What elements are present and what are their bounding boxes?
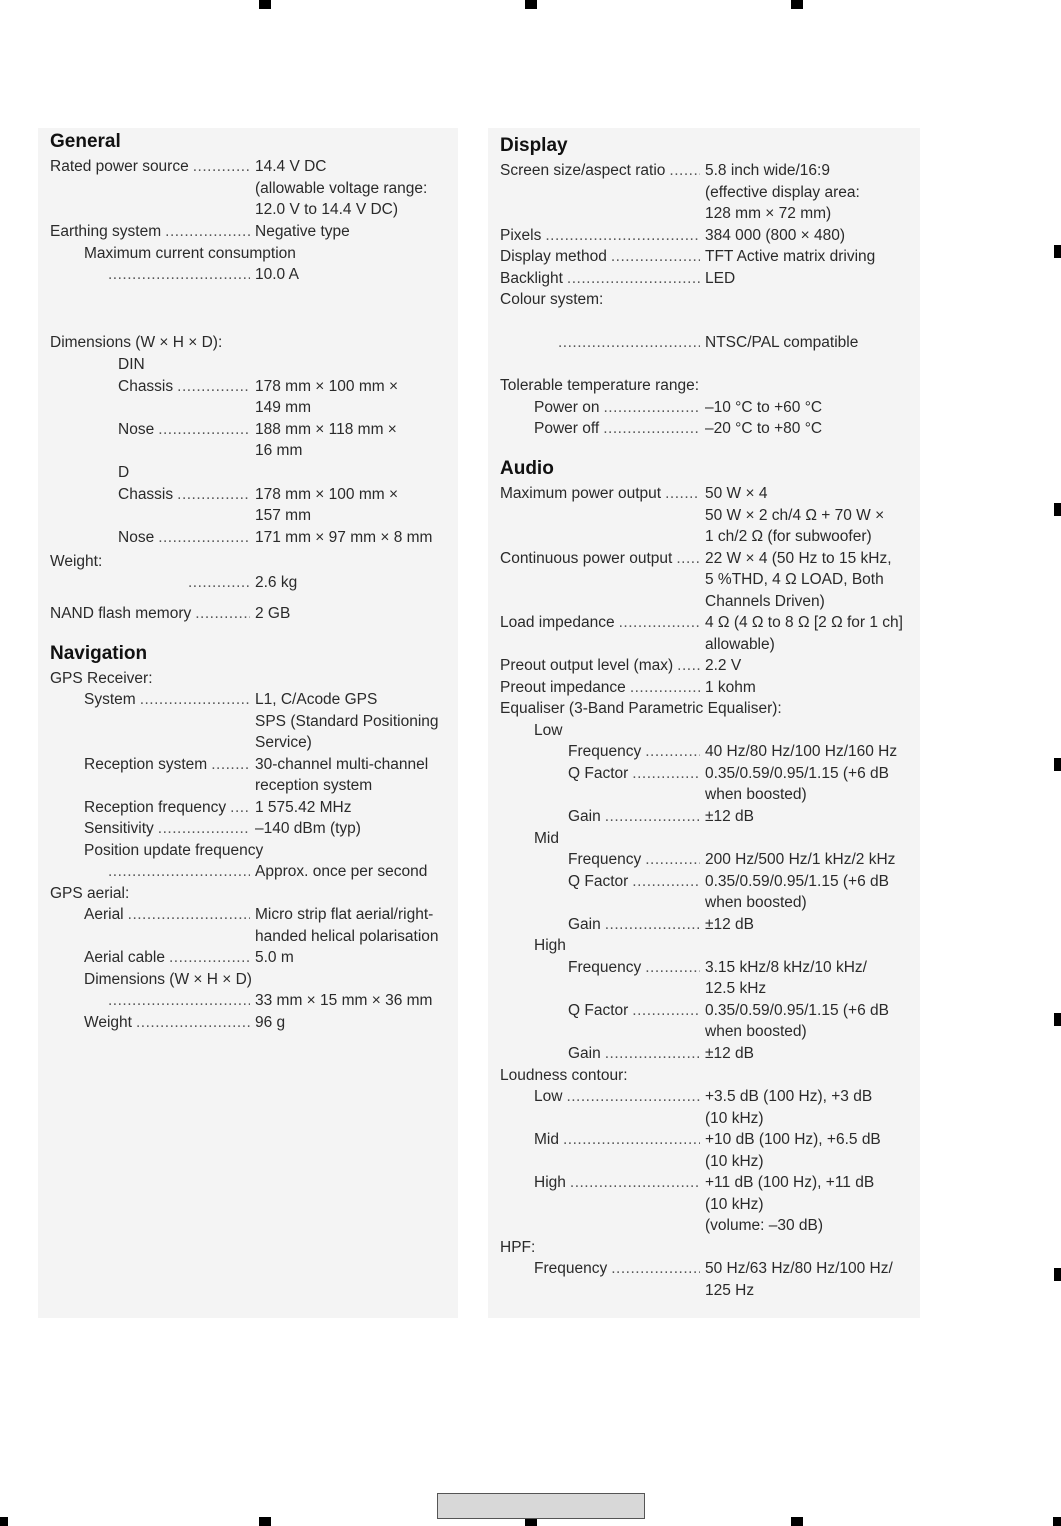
spec-value: Approx. once per second: [255, 863, 428, 880]
spec-row: Earthing system .....: [50, 221, 252, 242]
spec-row: Gain .....: [568, 1043, 702, 1064]
spec-value: NTSC/PAL compatible: [705, 334, 859, 351]
spec-value: 5.8 inch wide/16:9: [705, 162, 830, 179]
registration-mark: [1053, 1517, 1061, 1526]
dot-leader: [177, 484, 250, 505]
spec-row: Gain .....: [568, 806, 702, 827]
spec-value: 200 Hz/500 Hz/1 kHz/2 kHz: [705, 851, 896, 868]
spec-row: Aerial cable .....: [84, 947, 252, 968]
spec-label: GPS aerial:: [50, 885, 130, 902]
spec-value: 22 W × 4 (50 Hz to 15 kHz,: [705, 550, 892, 567]
spec-value: ±12 dB: [705, 916, 755, 933]
spec-value: 10.0 A: [255, 266, 299, 283]
spec-value: 1 ch/2 Ω (for subwoofer): [705, 528, 872, 545]
spec-row: Aerial .....: [84, 904, 252, 925]
spec-value: Service): [255, 734, 312, 751]
registration-mark: [1054, 245, 1061, 258]
spec-value: 0.35/0.59/0.95/1.15 (+6 dB: [705, 1002, 889, 1019]
dot-leader: [188, 572, 250, 593]
dot-leader: [605, 914, 700, 935]
spec-value: 50 W × 2 ch/4 Ω + 70 W ×: [705, 507, 885, 524]
dot-leader: [605, 1043, 700, 1064]
registration-mark: [1054, 503, 1061, 516]
dot-leader: [211, 754, 250, 775]
spec-row: Screen size/aspect ratio .....: [500, 160, 702, 181]
dot-leader: [619, 612, 700, 633]
dot-leader: [158, 818, 250, 839]
dot-leader: [108, 990, 250, 1011]
spec-value: 5.0 m: [255, 949, 294, 966]
spec-value: (allowable voltage range:: [255, 180, 428, 197]
dot-leader: [566, 1086, 700, 1107]
registration-mark: [1054, 1268, 1061, 1281]
spec-label: Loudness contour:: [500, 1067, 628, 1084]
spec-value: 178 mm × 100 mm ×: [255, 486, 399, 503]
spec-value: ±12 dB: [705, 808, 755, 825]
spec-value: 149 mm: [255, 399, 311, 416]
spec-row: Frequency .....: [568, 741, 702, 762]
spec-value: Channels Driven): [705, 593, 825, 610]
registration-mark: [1054, 1013, 1061, 1026]
spec-row: Power on .....: [534, 397, 702, 418]
registration-mark: [791, 1517, 803, 1526]
spec-value: –20 °C to +80 °C: [705, 420, 823, 437]
spec-value: 128 mm × 72 mm): [705, 205, 832, 222]
spec-value: ±12 dB: [705, 1045, 755, 1062]
spec-label: Maximum current consumption: [84, 245, 296, 262]
section-title-display: Display: [500, 135, 568, 156]
spec-value: (effective display area:: [705, 184, 860, 201]
spec-value: 4 Ω (4 Ω to 8 Ω [2 Ω for 1 ch]: [705, 614, 903, 631]
spec-value: handed helical polarisation: [255, 928, 439, 945]
spec-value: (10 kHz): [705, 1196, 764, 1213]
spec-value: 40 Hz/80 Hz/100 Hz/160 Hz: [705, 743, 898, 760]
dot-leader: [169, 947, 250, 968]
spec-value: 30-channel multi-channel: [255, 756, 429, 773]
spec-value: 96 g: [255, 1014, 286, 1031]
spec-row: Reception frequency .....: [84, 797, 252, 818]
spec-row: System .....: [84, 689, 252, 710]
spec-value: 12.5 kHz: [705, 980, 767, 997]
spec-row: Q Factor .....: [568, 871, 702, 892]
spec-value: 2 GB: [255, 605, 291, 622]
registration-mark: [525, 0, 537, 9]
spec-value: 0.35/0.59/0.95/1.15 (+6 dB: [705, 873, 889, 890]
registration-mark: [259, 1517, 271, 1526]
spec-label: D: [118, 464, 130, 481]
spec-row: Q Factor .....: [568, 763, 702, 784]
dot-leader: [128, 904, 250, 925]
dot-leader: [630, 677, 700, 698]
dot-leader: [567, 268, 700, 289]
spec-value: (10 kHz): [705, 1110, 764, 1127]
spec-value: 50 W × 4: [705, 485, 768, 502]
spec-label: DIN: [118, 356, 145, 373]
dot-leader: [195, 603, 250, 624]
spec-label: High: [534, 937, 566, 954]
dot-leader: [158, 419, 250, 440]
section-title-audio: Audio: [500, 458, 554, 479]
spec-row: Mid .....: [534, 1129, 702, 1150]
spec-value: when boosted): [705, 1023, 807, 1040]
registration-mark: [0, 1517, 8, 1526]
spec-row: Weight .....: [84, 1012, 252, 1033]
spec-value: SPS (Standard Positioning: [255, 713, 439, 730]
spec-value: when boosted): [705, 786, 807, 803]
spec-row: Reception system .....: [84, 754, 252, 775]
spec-value: reception system: [255, 777, 373, 794]
spec-row: Backlight .....: [500, 268, 702, 289]
section-title-navigation: Navigation: [50, 643, 148, 664]
spec-row: Chassis .....: [118, 376, 252, 397]
dot-leader: [230, 797, 250, 818]
spec-label: Tolerable temperature range:: [500, 377, 700, 394]
spec-row: Display method .....: [500, 246, 702, 267]
spec-row: Nose .....: [118, 419, 252, 440]
page-number-box: [437, 1493, 645, 1519]
spec-value: 384 000 (800 × 480): [705, 227, 846, 244]
spec-row: Chassis .....: [118, 484, 252, 505]
spec-value: 12.0 V to 14.4 V DC): [255, 201, 399, 218]
spec-value: TFT Active matrix driving: [705, 248, 876, 265]
dot-leader: [193, 156, 250, 177]
dot-leader: [611, 1258, 700, 1279]
spec-label: Low: [534, 722, 563, 739]
spec-row: Frequency .....: [534, 1258, 702, 1279]
dot-leader: [632, 1000, 700, 1021]
spec-value: 50 Hz/63 Hz/80 Hz/100 Hz/: [705, 1260, 893, 1277]
dot-leader: [570, 1172, 700, 1193]
spec-row: Continuous power output .....: [500, 548, 702, 569]
registration-mark: [259, 0, 271, 9]
spec-value: 16 mm: [255, 442, 303, 459]
dot-leader: [177, 376, 250, 397]
spec-value: 188 mm × 118 mm ×: [255, 421, 397, 438]
spec-label: Equaliser (3-Band Parametric Equaliser):: [500, 700, 782, 717]
spec-row: Q Factor .....: [568, 1000, 702, 1021]
dot-leader: [632, 871, 700, 892]
dot-leader: [677, 655, 700, 676]
dot-leader: [558, 332, 700, 353]
spec-value: 14.4 V DC: [255, 158, 327, 175]
spec-label: Dimensions (W × H × D): [84, 971, 252, 988]
spec-value: 157 mm: [255, 507, 311, 524]
spec-row: [104, 990, 252, 1011]
dot-leader: [645, 849, 700, 870]
spec-value: +3.5 dB (100 Hz), +3 dB: [705, 1088, 873, 1105]
spec-row: Frequency .....: [568, 849, 702, 870]
dot-leader: [603, 397, 700, 418]
spec-value: Micro strip flat aerial/right-: [255, 906, 434, 923]
dot-leader: [611, 246, 700, 267]
spec-value: 171 mm × 97 mm × 8 mm: [255, 529, 433, 546]
registration-mark: [791, 0, 803, 9]
spec-row: Maximum power output .....: [500, 483, 702, 504]
dot-leader: [563, 1129, 700, 1150]
spec-label: Colour system:: [500, 291, 604, 308]
spec-row: [184, 572, 252, 593]
spec-label: HPF:: [500, 1239, 536, 1256]
dot-leader: [545, 225, 700, 246]
spec-value: –10 °C to +60 °C: [705, 399, 823, 416]
spec-value: 2.6 kg: [255, 574, 298, 591]
spec-value: (10 kHz): [705, 1153, 764, 1170]
spec-value: 125 Hz: [705, 1282, 755, 1299]
spec-label: Weight:: [50, 553, 103, 570]
spec-value: LED: [705, 270, 736, 287]
spec-value: 2.2 V: [705, 657, 742, 674]
spec-label: Position update frequency: [84, 842, 264, 859]
dot-leader: [665, 483, 700, 504]
spec-value: (volume: –30 dB): [705, 1217, 824, 1234]
spec-value: 1 kohm: [705, 679, 756, 696]
dot-leader: [676, 548, 700, 569]
spec-row: Sensitivity .....: [84, 818, 252, 839]
spec-value: –140 dBm (typ): [255, 820, 361, 837]
dot-leader: [165, 221, 250, 242]
registration-mark: [1054, 758, 1061, 771]
spec-value: 33 mm × 15 mm × 36 mm: [255, 992, 433, 1009]
spec-value: 178 mm × 100 mm ×: [255, 378, 399, 395]
dot-leader: [108, 264, 250, 285]
dot-leader: [605, 806, 700, 827]
spec-value: allowable): [705, 636, 775, 653]
spec-label: Dimensions (W × H × D):: [50, 334, 223, 351]
dot-leader: [632, 763, 700, 784]
spec-value: 5 %THD, 4 Ω LOAD, Both: [705, 571, 884, 588]
section-title-general: General: [50, 131, 121, 152]
dot-leader: [669, 160, 700, 181]
dot-leader: [645, 957, 700, 978]
dot-leader: [603, 418, 700, 439]
spec-value: Negative type: [255, 223, 350, 240]
spec-row: Preout output level (max) .....: [500, 655, 702, 676]
dot-leader: [158, 527, 250, 548]
spec-value: 1 575.42 MHz: [255, 799, 352, 816]
spec-row: Nose .....: [118, 527, 252, 548]
spec-row: Power off .....: [534, 418, 702, 439]
spec-row: NAND flash memory .....: [50, 603, 252, 624]
spec-row: Preout impedance .....: [500, 677, 702, 698]
dot-leader: [645, 741, 700, 762]
spec-label: Mid: [534, 830, 559, 847]
spec-value: +11 dB (100 Hz), +11 dB: [705, 1174, 875, 1191]
dot-leader: [108, 861, 250, 882]
spec-row: [104, 861, 252, 882]
spec-label: GPS Receiver:: [50, 670, 153, 687]
spec-value: +10 dB (100 Hz), +6.5 dB: [705, 1131, 881, 1148]
spec-row: High .....: [534, 1172, 702, 1193]
spec-value: 0.35/0.59/0.95/1.15 (+6 dB: [705, 765, 889, 782]
spec-row: Low .....: [534, 1086, 702, 1107]
spec-row: [104, 264, 252, 285]
spec-row: Pixels .....: [500, 225, 702, 246]
spec-row: Rated power source .....: [50, 156, 252, 177]
dot-leader: [136, 1012, 250, 1033]
spec-value: 3.15 kHz/8 kHz/10 kHz/: [705, 959, 867, 976]
spec-value: when boosted): [705, 894, 807, 911]
spec-row: [554, 332, 702, 353]
spec-value: L1, C/Acode GPS: [255, 691, 378, 708]
spec-row: Load impedance .....: [500, 612, 702, 633]
spec-row: Gain .....: [568, 914, 702, 935]
spec-row: Frequency .....: [568, 957, 702, 978]
dot-leader: [140, 689, 250, 710]
